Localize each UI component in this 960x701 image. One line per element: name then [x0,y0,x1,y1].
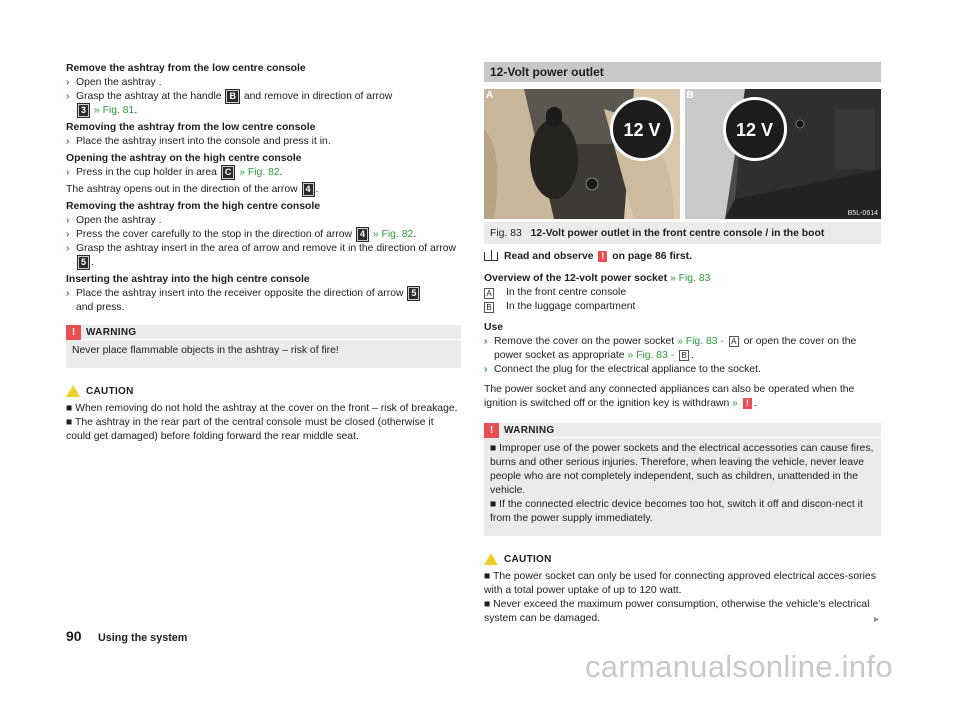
figure-link[interactable]: » Fig. 81 [93,105,135,116]
caution-icon [66,385,80,397]
photo-label-a: A [486,90,494,101]
figure-number: Fig. 83 [490,228,522,239]
step-text: or open the cover on the power socket as appropriate [494,336,857,361]
warning-link[interactable]: » [732,398,738,409]
book-icon [484,252,498,261]
warning-box [484,423,881,536]
note-text: Read and observe [504,251,594,262]
arrow-icon: › [66,229,70,240]
photo-code: B5L-0614 [847,210,878,217]
figure-photo [484,89,881,219]
arrow-icon: › [66,288,70,299]
key-label: 4 [303,183,314,196]
step-text: Grasp the ashtray at the handle [76,91,222,102]
arrow-icon: › [484,336,488,347]
figure-link[interactable]: » Fig. 83 - [627,350,675,361]
bubble-text: 12 V [623,120,661,140]
key-label: 5 [78,256,89,269]
page-footer [66,628,188,646]
page-number: 90 [66,628,82,644]
caution-item: ■ The power socket can only be used for connecting approved electrical acces-sories with a total power uptake of up to 120 watt. [484,571,876,596]
caution-item: ■ When removing do not hold the ashtray at the cover on the front – risk of breakage. [66,403,458,414]
continue-arrow-icon: ► [872,614,881,624]
arrow-icon: › [66,91,70,102]
step-text: Open the ashtray . [76,77,162,88]
caution-item: ■ The ashtray in the rear part of the central console must be closed (otherwise it could get damaged) before folding forward the rear middle seat. [66,417,434,442]
heading: Removing the ashtray from the low centre console [66,122,316,133]
figure-title: 12-Volt power outlet in the front centre console / in the boot [530,228,825,239]
boot-photo-b [685,89,882,219]
section-title: 12-Volt power outlet [484,62,881,82]
step-text: Press the cover carefully to the stop in the direction of arrow [76,229,353,240]
key-label: 5 [408,287,419,300]
step: › Press in the cup holder in area C » Fig. 82. [66,167,283,178]
paragraph-text: The ashtray opens out in the direction of the arrow [66,184,298,195]
left-column [66,62,461,444]
paragraph: The ashtray opens out in the direction of the arrow 4 . [66,184,319,195]
key-label: B [484,302,494,313]
key-label: 4 [357,228,368,241]
arrow-icon: › [484,364,488,375]
figure-link[interactable]: » Fig. 82 [239,167,280,178]
note-text: on page 86 first. [612,251,692,262]
warning-body [484,438,881,536]
figure-link[interactable]: » Fig. 82 [372,229,414,240]
step-text: Grasp the ashtray insert in the area of arrow and remove it in the direction of arrow [76,243,457,254]
legend-text: In the front centre console [506,287,627,298]
step: › Grasp the ashtray insert in the area of arrow and remove it in the direction of arrow 5 . [66,243,457,268]
key-label: B [226,90,239,103]
read-first-note [484,250,881,264]
key-label: B [679,350,689,361]
key-label: A [484,288,494,299]
step-text: Connect the plug for the electrical appliance to the socket. [494,364,761,375]
heading-text: Overview of the 12-volt power socket [484,273,668,284]
step: › Grasp the ashtray at the handle B and remove in direction of arrow 3 » Fig. 81. [66,91,393,116]
figure-link[interactable]: » Fig. 83 - [677,336,724,347]
legend-text: In the luggage compartment [506,301,636,312]
warning-item: ■ Improper use of the power sockets and the electrical accessories can cause fires, burns and other serious injuries. Therefore, when leaving the vehicle, never leave people who are not completely independent, such as children, unattended in the vehicle. [490,443,874,496]
key-label: 3 [78,104,89,117]
photo-label-b: B [686,90,694,101]
step-text: Press in the cup holder in area [76,167,217,178]
overview-heading [484,272,881,286]
callout-bubble-a [610,97,674,161]
step: › Press the cover carefully to the stop in the direction of arrow 4 » Fig. 82. [66,229,417,240]
warning-header [66,325,461,340]
arrow-icon: › [66,243,70,254]
arrow-icon: › [66,215,70,226]
warning-icon: ! [598,251,607,262]
figure-link[interactable]: » Fig. 83 [669,273,711,284]
caution-header [484,552,881,567]
step-text: and remove in direction of arrow [243,91,393,102]
callout-bubble-b [723,97,787,161]
caution-item [484,598,881,626]
step [66,135,461,149]
bubble-text: 12 V [735,120,774,140]
step [66,214,461,228]
key-label: A [729,336,739,347]
watermark: carmanualsonline.info [585,649,893,684]
step: › Remove the cover on the power socket » Fig. 83 - A or open the cover on the power socket as appropriate » Fig. 83 - B . [484,336,857,361]
legend-item [484,300,881,314]
warning-icon: ! [484,423,499,438]
step-text: Open the ashtray . [76,215,162,226]
caution-title: CAUTION [86,386,134,397]
right-column [484,62,881,626]
step-text: Place the ashtray insert into the receiver opposite the direction of arrow [76,288,404,299]
chapter-title: Using the system [98,632,188,644]
step-text: and press. [76,302,125,313]
heading: Remove the ashtray from the low centre console [66,63,306,74]
warning-title: WARNING [504,425,555,436]
step [66,287,461,315]
warning-icon: ! [66,325,81,340]
warning-header [484,423,881,438]
caution-icon [484,553,498,565]
caution-title: CAUTION [504,554,552,565]
step [66,76,461,90]
photo-pane-b [685,89,882,219]
legend-item [484,286,881,300]
warning-box [66,325,461,368]
heading: Inserting the ashtray into the high centre console [66,274,310,285]
arrow-icon: › [66,136,70,147]
step-text: Remove the cover on the power socket [494,336,675,347]
paragraph: The power socket and any connected appliances can also be operated when the ignition is switched off or the ignition key is withdrawn » ! . [484,384,855,409]
figure-caption [484,222,881,244]
use-heading: Use [484,322,504,333]
arrow-icon: › [66,77,70,88]
caution-header [66,384,461,399]
warning-title: WARNING [86,327,137,338]
step [484,363,881,377]
key-label: C [222,166,235,179]
heading: Removing the ashtray from the high centre console [66,201,321,212]
heading: Opening the ashtray on the high centre console [66,153,302,164]
warning-icon: ! [743,398,752,409]
step-text: Place the ashtray insert into the console and press it in. [76,136,331,147]
photo-pane-a [484,89,681,219]
warning-text: Never place flammable objects in the ashtray – risk of fire! [72,345,339,356]
caution-text: ■ Never exceed the maximum power consumption, otherwise the vehicle's electrical system can be damaged. [484,599,870,624]
arrow-icon: › [66,167,70,178]
paragraph-text: The power socket and any connected appliances can also be operated when the ignition is switched off or the ignition key is withdrawn [484,384,855,409]
warning-item: ■ If the connected electric device becomes too hot, switch it off and discon-nect it from the power supply immediately. [490,499,863,524]
